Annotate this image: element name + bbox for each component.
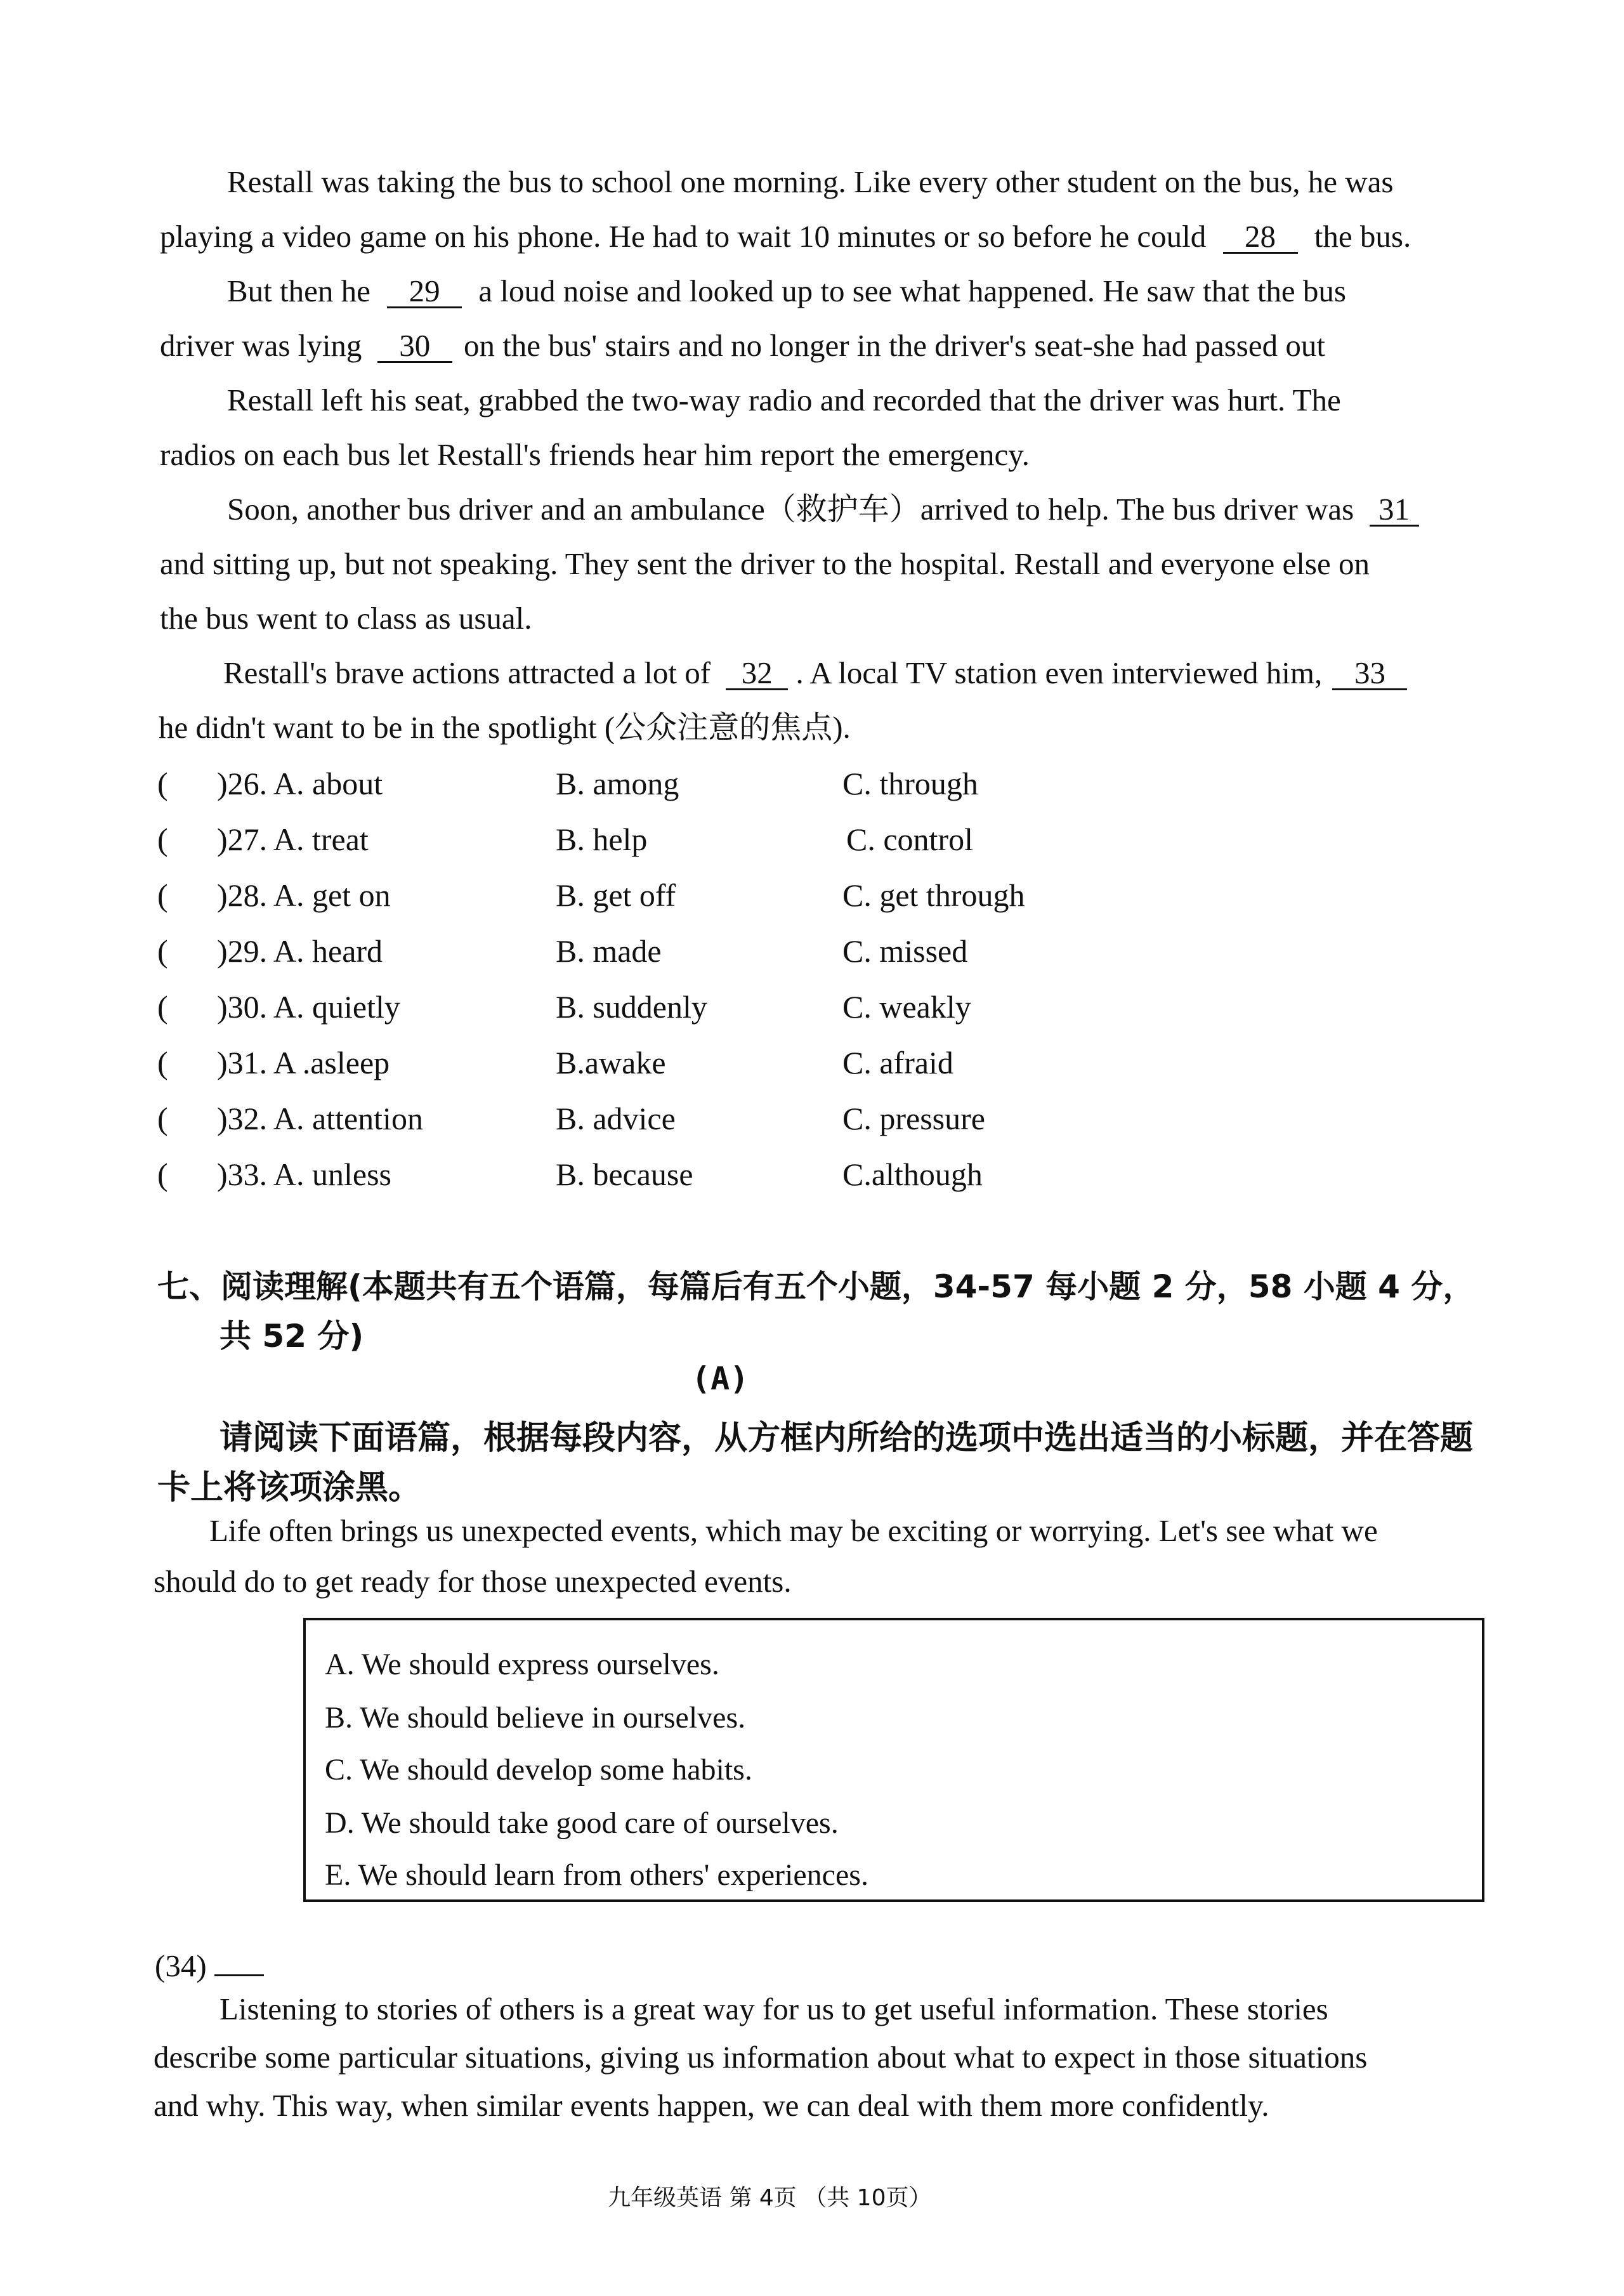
section-heading-cont: 共 52 分) bbox=[219, 1318, 364, 1355]
option-c: C. control bbox=[846, 822, 973, 857]
option-heading-e: E. We should learn from others' experiences. bbox=[325, 1858, 868, 1892]
answer-paren[interactable]: ( bbox=[157, 1157, 168, 1192]
passage-line: and sitting up, but not speaking. They sent the driver to the hospital. Restall and everyone else on bbox=[160, 546, 1370, 581]
option-c: C. get through bbox=[842, 877, 1025, 913]
answer-paren[interactable]: ( bbox=[157, 766, 168, 801]
option-a: )27. A. treat bbox=[217, 822, 369, 857]
passage-line: Restall left his seat, grabbed the two-way radio and recorded that the driver was hurt. The bbox=[227, 383, 1341, 417]
option-b: B.awake bbox=[556, 1045, 666, 1080]
option-c: C. weakly bbox=[842, 989, 971, 1025]
intro-line: Life often brings us unexpected events, which may be exciting or worrying. Let's see what we bbox=[209, 1513, 1378, 1548]
blank-31: 31 bbox=[1370, 494, 1419, 527]
option-b: B. help bbox=[556, 822, 648, 857]
option-heading-a: A. We should express ourselves. bbox=[325, 1648, 719, 1681]
option-b: B. suddenly bbox=[556, 989, 707, 1025]
option-c: C. missed bbox=[842, 933, 968, 969]
passage-line bbox=[227, 494, 1419, 527]
passage-line bbox=[160, 330, 1325, 363]
answer-paren[interactable]: ( bbox=[157, 933, 168, 969]
q34-label-row bbox=[155, 1946, 264, 1981]
q34-paragraph-line: Listening to stories of others is a great way for us to get useful information. These stories bbox=[219, 1991, 1328, 2026]
q34-answer-blank[interactable] bbox=[214, 1946, 264, 1976]
option-a: )28. A. get on bbox=[217, 877, 391, 913]
passage-text: the bus. bbox=[1314, 219, 1411, 254]
options-box bbox=[303, 1618, 1484, 1902]
option-c: C. through bbox=[842, 766, 978, 801]
passage-line: he didn't want to be in the spotlight (公众注意的焦点). bbox=[159, 710, 851, 745]
option-a: )33. A. unless bbox=[217, 1157, 391, 1192]
option-a: )32. A. attention bbox=[217, 1101, 423, 1136]
q34-paragraph-line: and why. This way, when similar events happen, we can deal with them more confidently. bbox=[154, 2088, 1269, 2123]
page-footer: 九年级英语 第 4页 （共 10页） bbox=[608, 2185, 932, 2211]
instruction-text: 请阅读下面语篇，根据每段内容，从方框内所给的选项中选出适当的小标题，并在答题 bbox=[219, 1419, 1474, 1457]
passage-line bbox=[227, 275, 1346, 308]
passage-text: driver was lying bbox=[160, 328, 362, 363]
passage-text: . A local TV station even interviewed him, bbox=[796, 655, 1323, 690]
passage-line bbox=[160, 221, 1411, 254]
blank-32: 32 bbox=[726, 657, 788, 690]
answer-paren[interactable]: ( bbox=[157, 877, 168, 913]
blank-33: 33 bbox=[1332, 657, 1407, 690]
option-a: )30. A. quietly bbox=[217, 989, 400, 1025]
intro-line: should do to get ready for those unexpected events. bbox=[154, 1564, 792, 1599]
option-a: )31. A .asleep bbox=[217, 1045, 390, 1080]
passage-text: playing a video game on his phone. He had to wait 10 minutes or so before he could bbox=[160, 219, 1207, 254]
option-b: B. advice bbox=[556, 1101, 676, 1136]
option-b: B. because bbox=[556, 1157, 693, 1192]
answer-paren[interactable]: ( bbox=[157, 1045, 168, 1080]
passage-text: Restall's brave actions attracted a lot of bbox=[223, 655, 711, 690]
option-c: C.although bbox=[842, 1157, 983, 1192]
passage-subtitle: (A) bbox=[691, 1360, 749, 1397]
passage-line: Restall was taking the bus to school one morning. Like every other student on the bus, he was bbox=[227, 164, 1394, 199]
blank-29: 29 bbox=[387, 275, 462, 308]
passage-text: Soon, another bus driver and an ambulance（救护车）arrived to help. The bus driver was bbox=[227, 492, 1354, 527]
option-c: C. pressure bbox=[842, 1101, 985, 1136]
answer-paren[interactable]: ( bbox=[157, 1101, 168, 1136]
option-a: )29. A. heard bbox=[217, 933, 383, 969]
option-heading-d: D. We should take good care of ourselves. bbox=[325, 1806, 839, 1840]
option-heading-c: C. We should develop some habits. bbox=[325, 1753, 752, 1787]
option-b: B. among bbox=[556, 766, 679, 801]
passage-text: But then he bbox=[227, 273, 370, 308]
section-heading: 七、阅读理解(本题共有五个语篇，每篇后有五个小题，34-57 每小题 2 分，58 小题 4 分， bbox=[157, 1268, 1475, 1305]
passage-text: a loud noise and looked up to see what happened. He saw that the bus bbox=[478, 273, 1346, 308]
option-b: B. get off bbox=[556, 877, 676, 913]
passage-line: radios on each bus let Restall's friends hear him report the emergency. bbox=[160, 437, 1030, 472]
answer-paren[interactable]: ( bbox=[157, 989, 168, 1025]
blank-28: 28 bbox=[1223, 221, 1298, 254]
option-c: C. afraid bbox=[842, 1045, 953, 1080]
passage-line bbox=[223, 657, 1407, 690]
q34-label: (34) bbox=[155, 1948, 207, 1983]
passage-line: the bus went to class as usual. bbox=[160, 601, 532, 636]
passage-text: on the bus' stairs and no longer in the driver's seat-she had passed out bbox=[463, 328, 1325, 363]
answer-paren[interactable]: ( bbox=[157, 822, 168, 857]
option-a: )26. A. about bbox=[217, 766, 383, 801]
option-heading-b: B. We should believe in ourselves. bbox=[325, 1701, 746, 1735]
instruction-text: 卡上将该项涂黑。 bbox=[157, 1469, 422, 1507]
q34-paragraph-line: describe some particular situations, giving us information about what to expect in those situations bbox=[154, 2040, 1368, 2075]
blank-30: 30 bbox=[377, 330, 452, 363]
option-b: B. made bbox=[556, 933, 662, 969]
